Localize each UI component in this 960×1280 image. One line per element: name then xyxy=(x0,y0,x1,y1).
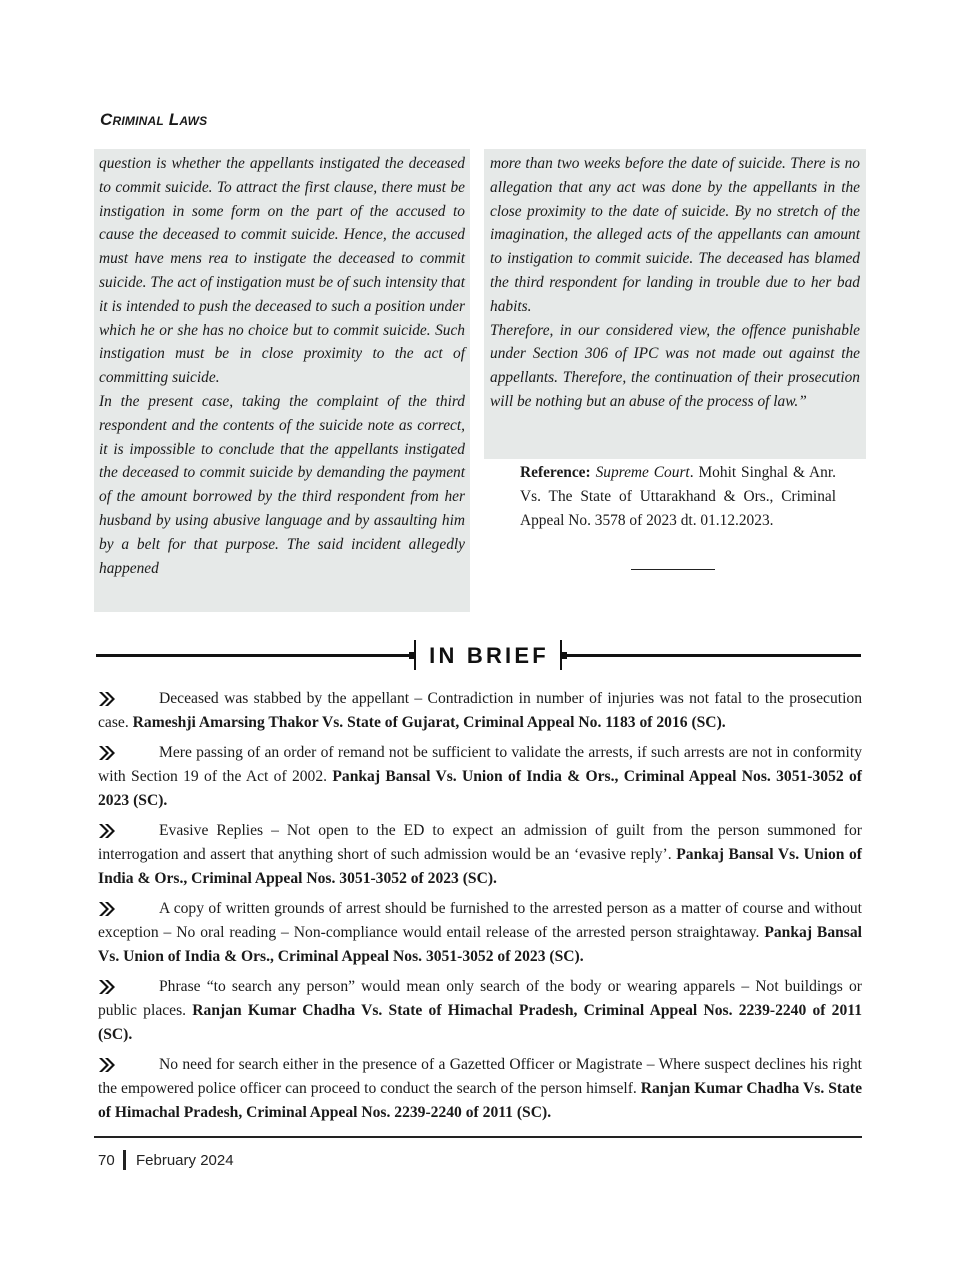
reference-divider xyxy=(631,569,715,570)
list-item xyxy=(98,741,862,813)
reference-court: Supreme Court xyxy=(595,464,690,481)
double-chevron-right-icon xyxy=(98,979,116,995)
quote-paragraph: more than two weeks before the date of suicide. There is no allegation that any act was done by the appellants in the close proximity to the date of suicide. By no stretch of the imagination, the alleged acts of the appellants can amount to instigation to commit suicide. The deceased has blamed the third respondent for landing in trouble due to her bad habits. xyxy=(490,155,860,315)
in-brief-header xyxy=(96,638,861,672)
list-item xyxy=(98,975,862,1047)
header-rule-right xyxy=(566,654,861,657)
issue-date: February 2024 xyxy=(136,1152,234,1169)
quote-paragraph: In the present case, taking the complaint of the third respondent and the contents of the suicide note as correct, it is impossible to conclude that the appellants instigated the deceased to commit suicide by demanding the payment of the amount borrowed by the third respondent from her husband by using abusive language and by assaulting him by a belt for that purpose. The said incident allegedly happened xyxy=(99,392,465,577)
brief-citation: Ranjan Kumar Chadha Vs. State of Himachal Pradesh, Criminal Appeal Nos. 2239-2240 of 2011 (SC). xyxy=(98,1080,863,1121)
brief-text: No need for search either in the presence of a Gazetted Officer or Magistrate – Where suspect declines his right the empowered police officer can proceed to conduct the search of the person himself. xyxy=(98,1056,862,1097)
list-item xyxy=(98,897,862,969)
brief-citation: Rameshji Amarsing Thakor Vs. State of Gujarat, Criminal Appeal No. 1183 of 2016 (SC). xyxy=(132,714,726,731)
brief-text: Phrase “to search any person” would mean only search of the body or wearing apparels – Not buildings or public places. xyxy=(98,978,862,1019)
double-chevron-right-icon xyxy=(98,1057,116,1073)
reference-block xyxy=(520,461,836,533)
in-brief-title: IN BRIEF xyxy=(429,643,549,668)
brief-citation: Ranjan Kumar Chadha Vs. State of Himachal Pradesh, Criminal Appeal Nos. 2239-2240 of 2011 (SC). xyxy=(98,1002,862,1043)
reference-text: . Mohit Singhal & Anr. Vs. The State of Uttarakhand & Ors., Criminal Appeal No. 3578 of 2023 dt. 01.12.2023. xyxy=(520,464,836,529)
reference-label: Reference: xyxy=(520,464,591,481)
header-bar-left xyxy=(414,640,416,670)
quote-paragraph: question is whether the appellants instigated the deceased to commit suicide. To attract the first clause, there must be instigation in some form on the part of the accused to cause the deceased to commit suicide. Hence, the accused must have mens rea to instigate the deceased to commit suicide. The act of instigation must be of such intensity that it is intended to push the deceased to such a position under which he or she has no choice but to commit suicide. Such instigation must be in close proximity to the act of committing suicide. xyxy=(99,155,465,387)
double-chevron-right-icon xyxy=(98,745,116,761)
list-item xyxy=(98,819,862,891)
brief-text: Mere passing of an order of remand not be sufficient to validate the arrests, if such arrests are not in conformity with Section 19 of the Act of 2002. xyxy=(98,744,862,785)
quote-box-right xyxy=(484,149,866,459)
section-title: Criminal Laws xyxy=(100,110,208,129)
quote-paragraph: Therefore, in our considered view, the offence punishable under Section 306 of IPC was not made out against the appellants. Therefore, the continuation of their prosecution will be nothing but an abuse of the process of law.” xyxy=(490,321,860,410)
brief-citation: Pankaj Bansal Vs. Union of India & Ors., Criminal Appeal Nos. 3051-3052 of 2023 (SC). xyxy=(98,768,862,809)
brief-citation: Pankaj Bansal Vs. Union of India & Ors., Criminal Appeal Nos. 3051-3052 of 2023 (SC). xyxy=(98,846,862,887)
list-item xyxy=(98,1053,862,1125)
quote-box-left xyxy=(94,149,470,612)
list-item xyxy=(98,687,862,735)
brief-text: Deceased was stabbed by the appellant – Contradiction in number of injuries was not fatal to the prosecution case. xyxy=(98,690,862,731)
header-rule-left xyxy=(96,654,414,657)
footer-separator xyxy=(123,1150,126,1170)
brief-text: A copy of written grounds of arrest should be furnished to the arrested person as a matter of course and without exception – No oral reading – Non-compliance would entail release of the arrested person straightaway. xyxy=(98,900,862,941)
brief-text: Evasive Replies – Not open to the ED to expect an admission of guilt from the person summoned for interrogation and assert that anything short of such admission would be an ‘evasive reply’. xyxy=(98,822,862,863)
in-brief-list xyxy=(98,687,862,1131)
double-chevron-right-icon xyxy=(98,691,116,707)
double-chevron-right-icon xyxy=(98,823,116,839)
page-number: 70 xyxy=(98,1152,115,1169)
footer-divider xyxy=(94,1136,862,1138)
brief-citation: Pankaj Bansal Vs. Union of India & Ors., Criminal Appeal Nos. 3051-3052 of 2023 (SC). xyxy=(98,924,863,965)
double-chevron-right-icon xyxy=(98,901,116,917)
